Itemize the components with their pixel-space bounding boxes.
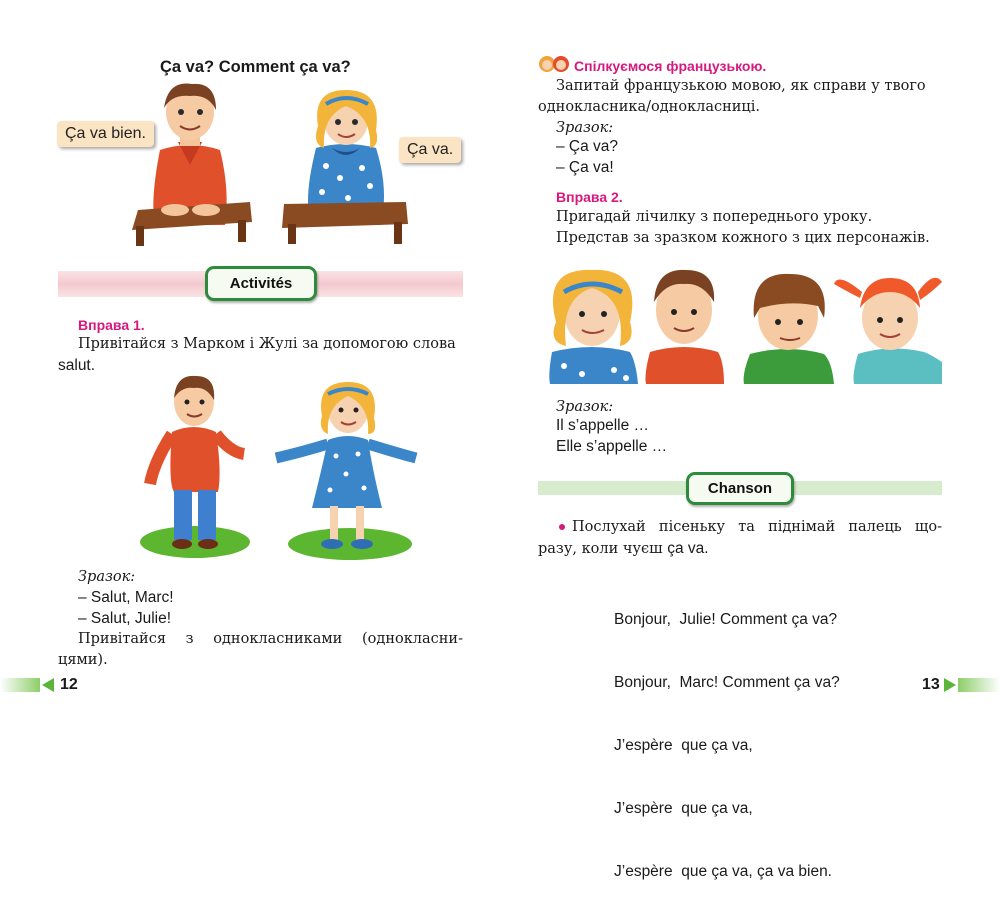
exercise-2-line1: Пригадай лічилку з попереднього уроку. [556,209,873,225]
characters-portraits-illustration [538,262,942,384]
speaking-children-icon [538,54,570,74]
girl-at-desk-illustration [282,86,412,246]
greet-classmates-line2: цями). [58,652,108,668]
bullet-icon [559,524,565,530]
exercise-2-label: Вправа 2. [556,189,623,205]
left-page-bar [0,678,40,692]
right-page-number: 13 [922,676,940,693]
song-line: Bonjour, Marc! Comment ça va? [614,674,840,691]
listen-line2-text: разу, коли чуєш [538,541,668,557]
sample-salut-marc: – Salut, Marc! [78,589,174,606]
talk-instruction-line2: однокласника/однокласниці. [538,99,761,115]
exercise-2-line2: Представ за зразком кожного з цих персонажів. [556,230,930,246]
talk-french-label: Спілкуємося французькою. [574,58,767,74]
greet-classmates-line1: Привітайся з однокласниками (однокласни- [78,631,463,647]
right-page-arrow-icon [944,678,956,692]
song-line: J’espère que ça va, [614,737,753,754]
elle-sappelle-line: Elle s’appelle … [556,438,668,455]
exercise-1-line1: Привітайся з Марком і Жулі за допомогою слова [78,336,456,352]
exercise-1-text [78,334,468,355]
left-page-number: 12 [60,676,78,693]
song-line: J’espère que ça va, ça va bien. [614,863,832,880]
left-sample-label: Зразок: [78,569,136,585]
listen-instruction-line2 [538,538,709,560]
activites-label: Activités [205,266,317,301]
speech-bubble-boy: Ça va bien. [57,121,154,147]
standing-girl-illustration [272,378,422,562]
sample-salut-julie: – Salut, Julie! [78,610,172,627]
exercise-1-line2: salut. [58,357,96,374]
right-sample-label: Зразок: [556,120,614,136]
song-line: J’espère que ça va, [614,800,753,817]
speech-bubble-girl: Ça va. [399,137,461,163]
left-title: Ça va? Comment ça va? [160,58,351,76]
song-line: Bonjour, Julie! Comment ça va? [614,611,838,628]
chanson-label: Chanson [686,472,794,505]
il-sappelle-line: Il s’appelle … [556,417,650,434]
listen-line2-ca-va: ça va. [667,540,709,557]
right-sample2-label: Зразок: [556,399,614,415]
sample-ca-va-question: – Ça va? [556,138,619,155]
left-page-arrow-icon [42,678,54,692]
listen-instruction-line1: Послухай пісеньку та піднімай палець що- [572,519,942,535]
exercise-1-label: Вправа 1. [78,317,145,333]
talk-instruction-line1: Запитай французькою мовою, як справи у твого [556,78,926,94]
standing-boy-illustration [140,372,270,562]
sample-ca-va-answer: – Ça va! [556,159,614,176]
boy-at-desk-illustration [120,80,260,248]
song-lyrics [614,567,840,903]
right-page-bar [958,678,1000,692]
